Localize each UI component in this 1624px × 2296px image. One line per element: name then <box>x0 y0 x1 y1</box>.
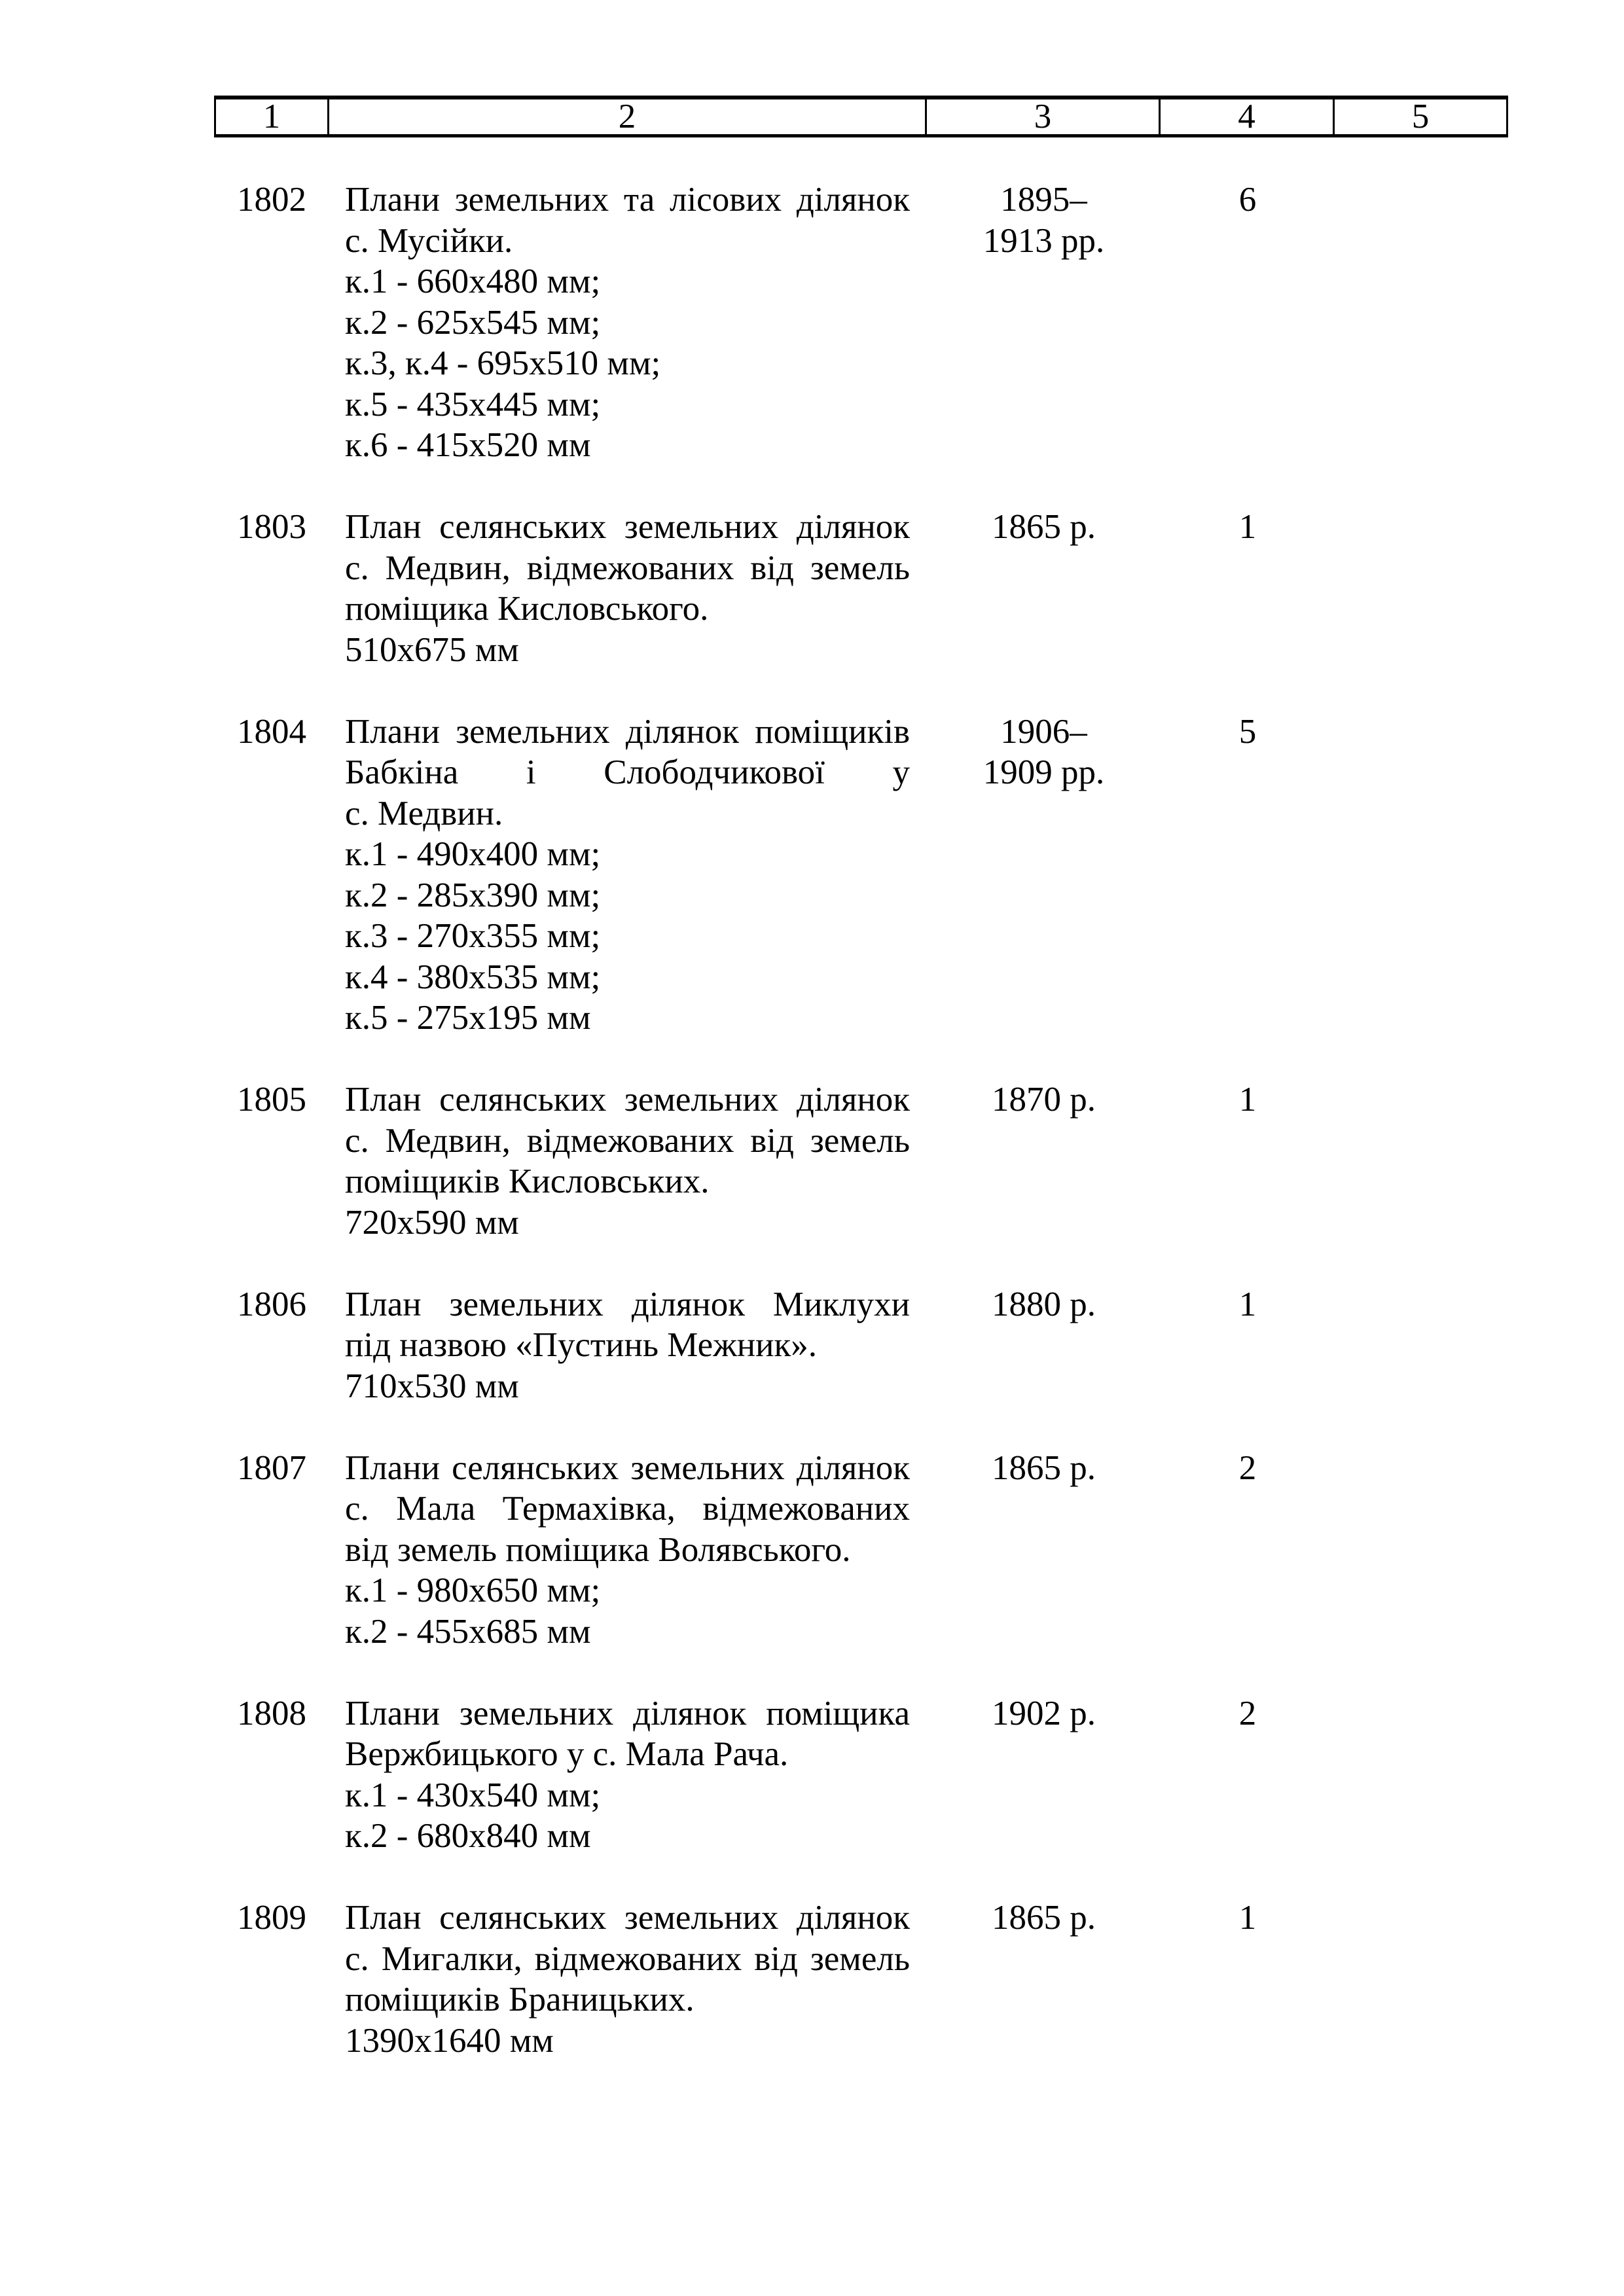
entry-description <box>329 1897 927 2061</box>
entry-description-line: к.2 - 625х545 мм; <box>345 303 601 342</box>
entry-notes-empty <box>1335 179 1508 466</box>
entry-notes-empty <box>1335 1693 1508 1857</box>
entry-description-line: 510х675 мм <box>345 630 519 669</box>
entry-date-line: 1865 р. <box>992 508 1096 546</box>
entry-notes-empty <box>1335 711 1508 1039</box>
entry-description-line: к.2 - 455х685 мм <box>345 1612 591 1651</box>
entry-sheet-count: 6 <box>1238 181 1257 219</box>
entry-description <box>329 1448 927 1653</box>
entry-dates <box>927 711 1161 1039</box>
entry-dates <box>927 1897 1161 2061</box>
entry-description <box>329 711 927 1039</box>
entry-description-line: Плани земельних та лісових ділянок <box>345 181 910 219</box>
entry-date-line: 1865 р. <box>992 1448 1096 1487</box>
entry-description-line: Плани селянських земельних ділянок <box>345 1448 910 1487</box>
header-column-5: 5 <box>1411 98 1430 135</box>
entry-description-line: План земельних ділянок Миклухи <box>345 1285 910 1323</box>
inventory-table-body <box>214 137 1508 2102</box>
entry-sheet-count: 1 <box>1238 508 1257 546</box>
entry-description-line: Плани земельних ділянок поміщиків <box>345 712 910 751</box>
entry-description-line: поміщика Кисловського. <box>345 590 709 628</box>
inventory-entry-row <box>214 1079 1508 1243</box>
entry-description-line: План селянських земельних ділянок <box>345 1081 910 1119</box>
entry-notes-empty <box>1335 1897 1508 2061</box>
entry-date-line: 1880 р. <box>992 1285 1096 1323</box>
header-column-3: 3 <box>927 99 1161 134</box>
entry-sheet-count: 5 <box>1238 712 1257 751</box>
entry-description-line: від земель поміщика Волявського. <box>345 1530 851 1569</box>
entry-description-line: Плани земельних ділянок поміщика <box>345 1694 910 1732</box>
entry-dates <box>927 1448 1161 1653</box>
entry-description-line: План селянських земельних ділянок <box>345 508 910 546</box>
inventory-entry-row <box>214 1897 1508 2061</box>
inventory-entry-row <box>214 179 1508 466</box>
entry-description-line: к.3 - 270х355 мм; <box>345 917 601 955</box>
entry-description-line: с. Мусійки. <box>345 221 513 260</box>
entry-number: 1803 <box>237 508 306 546</box>
inventory-entry-row <box>214 1693 1508 1857</box>
entry-description-line: к.4 - 380х535 мм; <box>345 958 601 996</box>
entry-description <box>329 507 927 670</box>
entry-notes-empty <box>1335 1079 1508 1243</box>
entry-description-line: к.5 - 275х195 мм <box>345 999 591 1037</box>
entry-description-line: к.6 - 415х520 мм <box>345 426 591 464</box>
inventory-entry-row <box>214 1448 1508 1653</box>
entry-dates <box>927 1284 1161 1407</box>
entry-description-line: Вержбицького у с. Мала Рача. <box>345 1735 789 1773</box>
header-column-1: 1 <box>216 99 329 134</box>
entry-description-line: к.1 - 660х480 мм; <box>345 262 601 300</box>
entry-description-line: поміщиків Браницьких. <box>345 1981 695 2018</box>
entry-description <box>329 1693 927 1857</box>
entry-notes-empty <box>1335 1284 1508 1407</box>
entry-description <box>329 1079 927 1243</box>
entry-description-line: к.2 - 680х840 мм <box>345 1817 591 1855</box>
entry-notes-empty <box>1335 1448 1508 1653</box>
entry-notes-empty <box>1335 507 1508 670</box>
entry-sheet-count: 1 <box>1238 1285 1257 1323</box>
entry-date-line: 1870 р. <box>992 1081 1096 1119</box>
entry-description <box>329 179 927 466</box>
entry-number: 1802 <box>237 181 306 219</box>
entry-description-line: 710х530 мм <box>345 1367 519 1405</box>
entry-date-line: 1906– <box>1000 712 1087 751</box>
entry-description-line: с. Мала Термахівка, відмежованих <box>345 1490 910 1528</box>
inventory-table-header-row <box>214 96 1508 137</box>
entry-number: 1808 <box>237 1694 306 1732</box>
entry-description-line: 720х590 мм <box>345 1203 519 1242</box>
entry-number: 1806 <box>237 1285 306 1323</box>
entry-description-line: к.1 - 430х540 мм; <box>345 1776 601 1814</box>
entry-description-line: с. Медвин, відмежованих від земель <box>345 548 910 587</box>
entry-sheet-count: 1 <box>1238 1899 1257 1937</box>
entry-date-line: 1902 р. <box>992 1694 1096 1732</box>
entry-number: 1809 <box>237 1899 306 1937</box>
inventory-entry-row <box>214 507 1508 670</box>
entry-sheet-count: 2 <box>1238 1694 1257 1732</box>
inventory-entry-row <box>214 1284 1508 1407</box>
entry-dates <box>927 507 1161 670</box>
entry-description-line: к.3, к.4 - 695х510 мм; <box>345 344 661 382</box>
inventory-entry-row <box>214 711 1508 1039</box>
entry-description-line: 1390х1640 мм <box>345 2021 554 2060</box>
entry-description-line: План селянських земельних ділянок <box>345 1899 910 1937</box>
entry-description-line: с. Мигалки, відмежованих від земель <box>345 1939 910 1978</box>
entry-description-line: Бабкіна і Слободчикової у <box>345 753 910 791</box>
entry-description-line: с. Медвин. <box>345 794 503 833</box>
entry-sheet-count: 1 <box>1238 1081 1257 1119</box>
entry-number: 1804 <box>237 712 306 751</box>
entry-dates <box>927 1693 1161 1857</box>
entry-description-line: к.2 - 285х390 мм; <box>345 876 601 914</box>
entry-date-line: 1909 рр. <box>983 753 1105 791</box>
entry-description-line: під назвою «Пустинь Межник». <box>345 1326 818 1364</box>
entry-description-line: к.5 - 435х445 мм; <box>345 385 601 423</box>
header-column-4: 4 <box>1161 99 1335 134</box>
entry-date-line: 1865 р. <box>992 1899 1096 1937</box>
entry-dates <box>927 179 1161 466</box>
entry-number: 1807 <box>237 1448 306 1487</box>
entry-description-line: поміщиків Кисловських. <box>345 1162 710 1200</box>
entry-number: 1805 <box>237 1081 306 1119</box>
entry-date-line: 1895– <box>1000 181 1087 219</box>
header-column-2: 2 <box>329 99 927 134</box>
entry-dates <box>927 1079 1161 1243</box>
entry-description-line: с. Медвин, відмежованих від земель <box>345 1121 910 1160</box>
entry-date-line: 1913 рр. <box>983 221 1105 260</box>
entry-sheet-count: 2 <box>1238 1448 1257 1487</box>
entry-description-line: к.1 - 980х650 мм; <box>345 1571 601 1609</box>
entry-description <box>329 1284 927 1407</box>
entry-description-line: к.1 - 490х400 мм; <box>345 835 601 873</box>
